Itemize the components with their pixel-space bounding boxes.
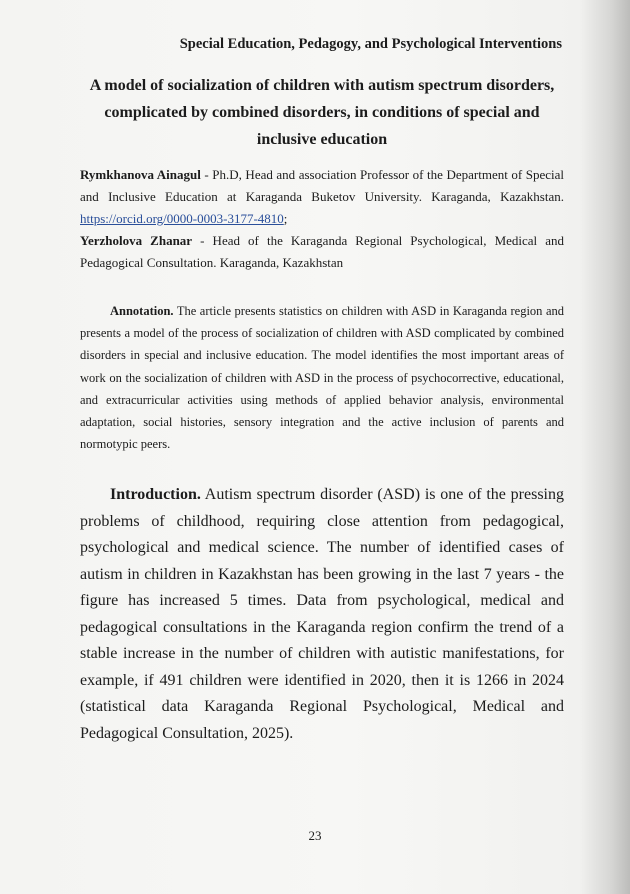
author-details: - Ph.D, Head and association Professor of the Department of Special and Inclusive Education at Karaganda Buketov University. Karaganda, Kazakhstan. [80,167,564,204]
author-block [80,164,564,274]
introduction-text: Autism spectrum disorder (ASD) is one of the pressing problems of childhood, requiring close attention from pedagogical, psychological and medical science. The number of identified cases of autism in children in Kazakhstan has been growing in the last 7 years - the figure has increased 5 times. Data from psychological, medical and pedagogical consultations in the Karaganda region confirm the trend of a stable increase in the number of children with autistic manifestations, for example, if 491 children were identified in 2020, then it is 1266 in 2024 (statistical data Karaganda Regional Psychological, Medical and Pedagogical Consultation, 2025). [80,486,564,742]
annotation-paragraph [80,300,564,455]
author-name: Rymkhanova Ainagul [80,167,201,182]
annotation-text: The article presents statistics on children with ASD in Karaganda region and presents a model of the process of socialization of children with ASD complicated by combined disorders in special and inclusive education. The model identifies the most important areas of work on the socialization of children with ASD in the process of psychocorrective, educational, and extracurricular activities using methods of applied behavior analysis, environmental adaptation, social histories, sensory integration and the active inclusion of parents and normotypic peers. [80,304,564,452]
author-entry [80,230,564,274]
orcid-link[interactable]: https://orcid.org/0000-0003-3177-4810 [80,211,284,226]
introduction-paragraph [80,482,564,747]
author-name: Yerzholova Zhanar [80,233,193,248]
article-title: A model of socialization of children with autism spectrum disorders, complicated by combined disorders, in conditions of special and inclusive education [89,77,555,148]
author-details: - Head of the Karaganda Regional Psychological, Medical and Pedagogical Consultation. Karaganda, Kazakhstan [80,233,565,270]
page-number: 23 [308,828,322,843]
introduction-label: Introduction. [110,486,201,503]
running-head: Special Education, Pedagogy, and Psychological Interventions [179,36,562,52]
author-trail: ; [283,211,288,226]
annotation-label: Annotation. [110,304,174,318]
author-entry [80,164,564,230]
